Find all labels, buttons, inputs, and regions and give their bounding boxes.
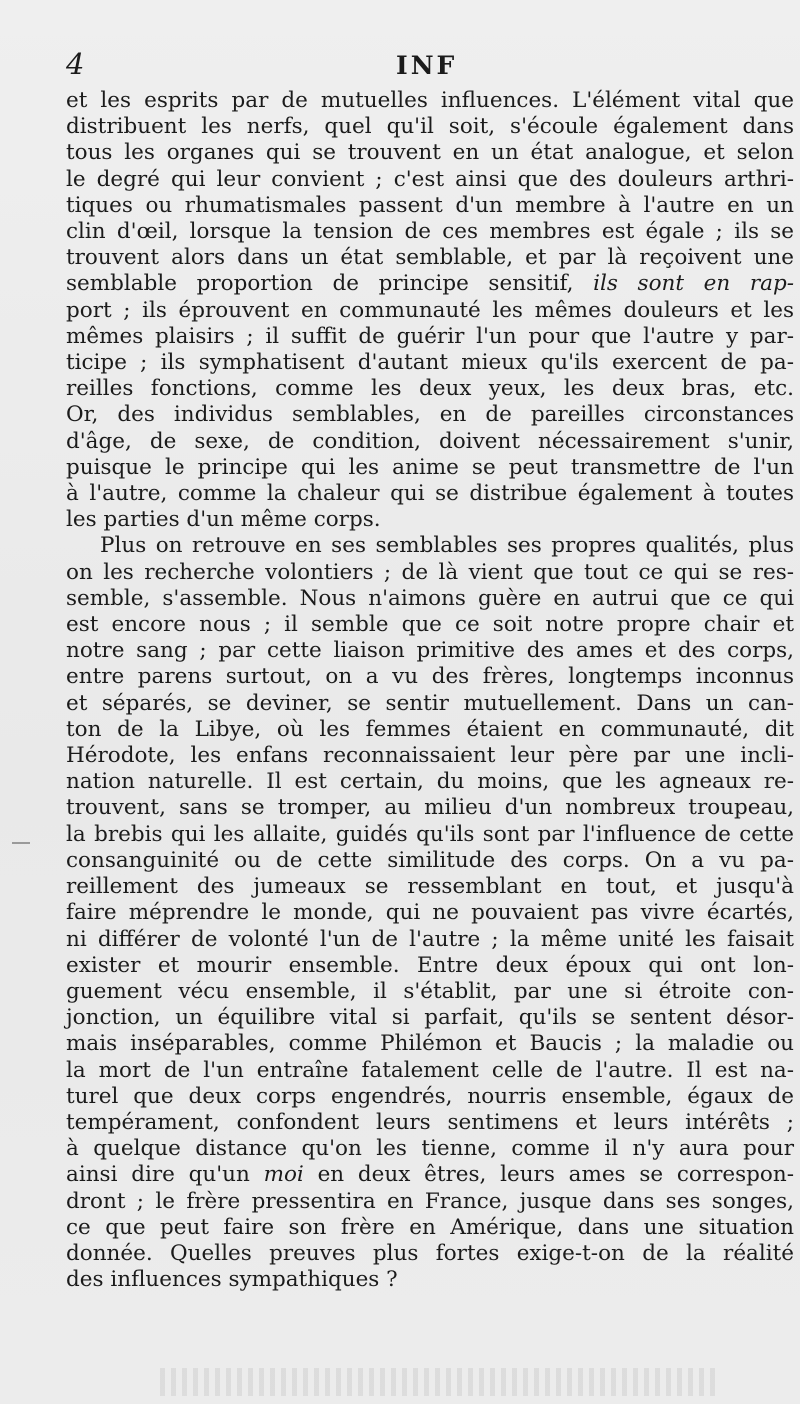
text-line: et séparés, se deviner, se sentir mutuellement. Dans un can- (66, 690, 794, 716)
text-line: mais inséparables, comme Philémon et Baucis ; la maladie ou (66, 1031, 794, 1057)
text-line: des influences sympathiques ? (66, 1267, 398, 1293)
text-line: semble, s'assemble. Nous n'aimons guère en autrui que ce qui (66, 585, 794, 611)
text-line: Or, des individus semblables, en de pareilles circonstances (66, 402, 794, 428)
text-line: tempérament, confondent leurs sentimens et leurs intérêts ; (66, 1109, 794, 1135)
text-line-with-italic (66, 271, 794, 297)
text-line: on les recherche volontiers ; de là vient que tout ce qui se res- (66, 559, 794, 585)
text-line: le degré qui leur convient ; c'est ainsi que des douleurs arthri- (66, 166, 794, 192)
text-line: dront ; le frère pressentira en France, jusque dans ses songes, (66, 1188, 794, 1214)
page-number: 4 (66, 47, 85, 81)
paragraph-start-line: Plus on retrouve en ses semblables ses propres qualités, plus (100, 533, 794, 559)
text-line: consanguinité ou de cette similitude des corps. On a vu pa- (66, 847, 794, 873)
text-line: entre parens surtout, on a vu des frères, longtemps inconnus (66, 664, 794, 690)
text-line: tous les organes qui se trouvent en un état analogue, et selon (66, 140, 794, 166)
text-line: faire méprendre le monde, qui ne pouvaient pas vivre écartés, (66, 900, 794, 926)
text-fragment: semblable proportion de principe sensitif, (66, 271, 574, 297)
text-line: tiques ou rhumatismales passent d'un membre à l'autre en un (66, 192, 794, 218)
text-line: Hérodote, les enfans reconnaissaient leur père par une incli- (66, 743, 794, 769)
text-line: les parties d'un même corps. (66, 507, 381, 533)
text-line: nation naturelle. Il est certain, du moins, que les agneaux re- (66, 769, 794, 795)
running-head: INF (396, 51, 458, 80)
page-header (66, 48, 782, 88)
text-line: et les esprits par de mutuelles influences. L'élément vital que (66, 88, 794, 113)
text-line: distribuent les nerfs, quel qu'il soit, s'écoule également dans (66, 114, 794, 140)
text-line: est encore nous ; il semble que ce soit notre propre chair et (66, 612, 794, 638)
text-line: la mort de l'un entraîne fatalement celle de l'autre. Il est na- (66, 1057, 794, 1083)
text-line: à quelque distance qu'on les tienne, comme il n'y aura pour (66, 1136, 794, 1162)
text-line: port ; ils éprouvent en communauté les mêmes douleurs et les (66, 297, 794, 323)
text-line: d'âge, de sexe, de condition, doivent nécessairement s'unir, (66, 428, 794, 454)
text-line: à l'autre, comme la chaleur qui se distribue également à toutes (66, 481, 794, 507)
text-line: notre sang ; par cette liaison primitive des ames et des corps, (66, 638, 794, 664)
text-fragment: ainsi dire qu'un (66, 1162, 250, 1188)
text-line: guement vécu ensemble, il s'établit, par une si étroite con- (66, 978, 794, 1004)
text-line: clin d'œil, lorsque la tension de ces membres est égale ; ils se (66, 219, 794, 245)
italic-fragment: moi (263, 1162, 304, 1188)
text-line: ton de la Libye, où les femmes étaient en communauté, dit (66, 716, 794, 742)
body-text (66, 88, 794, 1293)
text-line: donnée. Quelles preuves plus fortes exige-t-on de la réalité (66, 1240, 794, 1266)
text-line: trouvent, sans se tromper, au milieu d'un nombreux troupeau, (66, 795, 794, 821)
italic-fragment: ils sont en rap- (593, 271, 794, 297)
text-line: jonction, un équilibre vital si parfait, qu'ils se sentent désor- (66, 1005, 794, 1031)
text-line: exister et mourir ensemble. Entre deux époux qui ont lon- (66, 952, 794, 978)
margin-mark (12, 842, 30, 844)
text-line: puisque le principe qui les anime se peut transmettre de l'un (66, 454, 794, 480)
text-line-with-italic (66, 1162, 794, 1188)
text-line: la brebis qui les allaite, guidés qu'ils sont par l'influence de cette (66, 821, 794, 847)
text-line: reilles fonctions, comme les deux yeux, les deux bras, etc. (66, 376, 794, 402)
text-line: trouvent alors dans un état semblable, et par là reçoivent une (66, 245, 794, 271)
text-line: ni différer de volonté l'un de l'autre ; la même unité les faisait (66, 926, 794, 952)
text-line: reillement des jumeaux se ressemblant en tout, et jusqu'à (66, 874, 794, 900)
text-line: turel que deux corps engendrés, nourris ensemble, égaux de (66, 1083, 794, 1109)
text-fragment: en deux êtres, leurs ames se correspon- (317, 1162, 794, 1188)
text-line: mêmes plaisirs ; il suffit de guérir l'un pour que l'autre y par- (66, 323, 794, 349)
text-line: ticipe ; ils symphatisent d'autant mieux qu'ils exercent de pa- (66, 350, 794, 376)
text-line: ce que peut faire son frère en Amérique, dans une situation (66, 1214, 794, 1240)
show-through-texture (160, 1368, 720, 1396)
